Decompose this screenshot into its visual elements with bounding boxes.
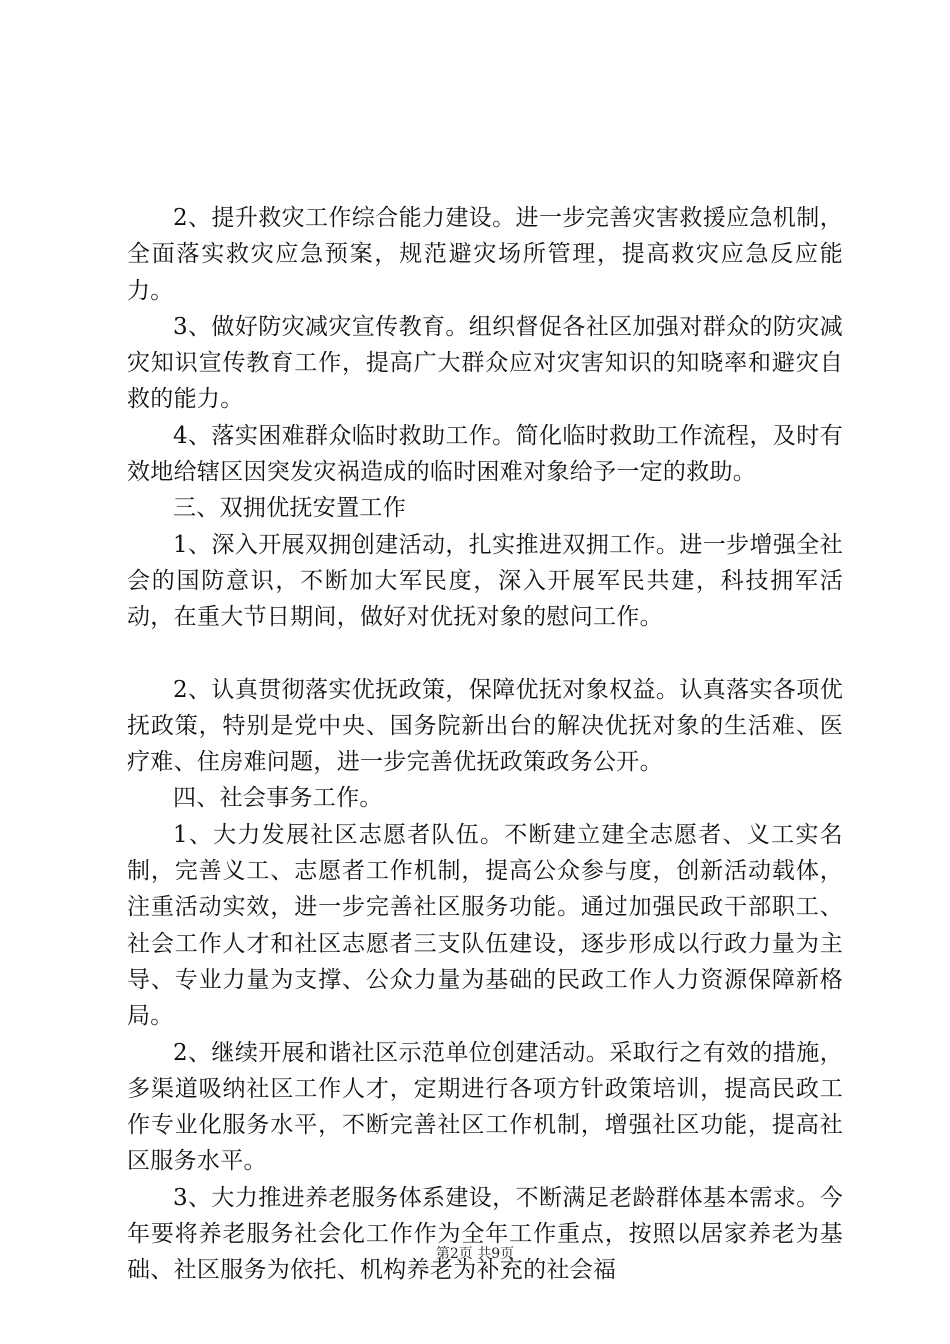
document-body bbox=[127, 200, 843, 1289]
paragraph-preferential-policy: 2、认真贯彻落实优抚政策，保障优抚对象权益。认真落实各项优抚政策，特别是党中央、国务院新出台的解决优抚对象的生活难、医疗难、住房难问题，进一步完善优抚政策政务公开。 bbox=[127, 676, 843, 776]
paragraph-disaster-education: 3、做好防灾减灾宣传教育。组织督促各社区加强对群众的防灾减灾知识宣传教育工作，提高广大群众应对灾害知识的知晓率和避灾自救的能力。 bbox=[127, 313, 843, 413]
page-number-footer: 第2页 共9页 bbox=[435, 1246, 515, 1262]
section-heading-double-support: 三、双拥优抚安置工作 bbox=[173, 495, 406, 522]
paragraph-elderly-care: 3、大力推进养老服务体系建设，不断满足老龄群体基本需求。今年要将养老服务社会化工作作为全年工作重点，按照以居家养老为基础、社区服务为依托、机构养老为补充的社会福 bbox=[127, 1184, 843, 1284]
paragraph-spacer bbox=[127, 636, 843, 672]
section-heading-social-affairs: 四、社会事务工作。 bbox=[173, 785, 383, 812]
paragraph-double-support-activities: 1、深入开展双拥创建活动，扎实推进双拥工作。进一步增强全社会的国防意识，不断加大军民度，深入开展军民共建，科技拥军活动，在重大节日期间，做好对优抚对象的慰问工作。 bbox=[127, 531, 843, 631]
paragraph-harmonious-community: 2、继续开展和谐社区示范单位创建活动。采取行之有效的措施，多渠道吸纳社区工作人才，定期进行各项方针政策培训，提高民政工作专业化服务水平，不断完善社区工作机制，增强社区功能，提高社区服务水平。 bbox=[127, 1039, 843, 1175]
paragraph-disaster-capacity: 2、提升救灾工作综合能力建设。进一步完善灾害救援应急机制，全面落实救灾应急预案，规范避灾场所管理，提高救灾应急反应能力。 bbox=[127, 205, 843, 304]
paragraph-temporary-relief: 4、落实困难群众临时救助工作。简化临时救助工作流程，及时有效地给辖区因突发灾祸造成的临时困难对象给予一定的救助。 bbox=[127, 422, 843, 486]
paragraph-volunteer-team: 1、大力发展社区志愿者队伍。不断建立建全志愿者、义工实名制，完善义工、志愿者工作机制，提高公众参与度，创新活动载体，注重活动实效，进一步完善社区服务功能。通过加强民政干部职工、社会工作人才和社区志愿者三支队伍建设，逐步形成以行政力量为主导、专业力量为支撑、公众力量为基础的民政工作人力资源保障新格局。 bbox=[127, 821, 843, 1030]
